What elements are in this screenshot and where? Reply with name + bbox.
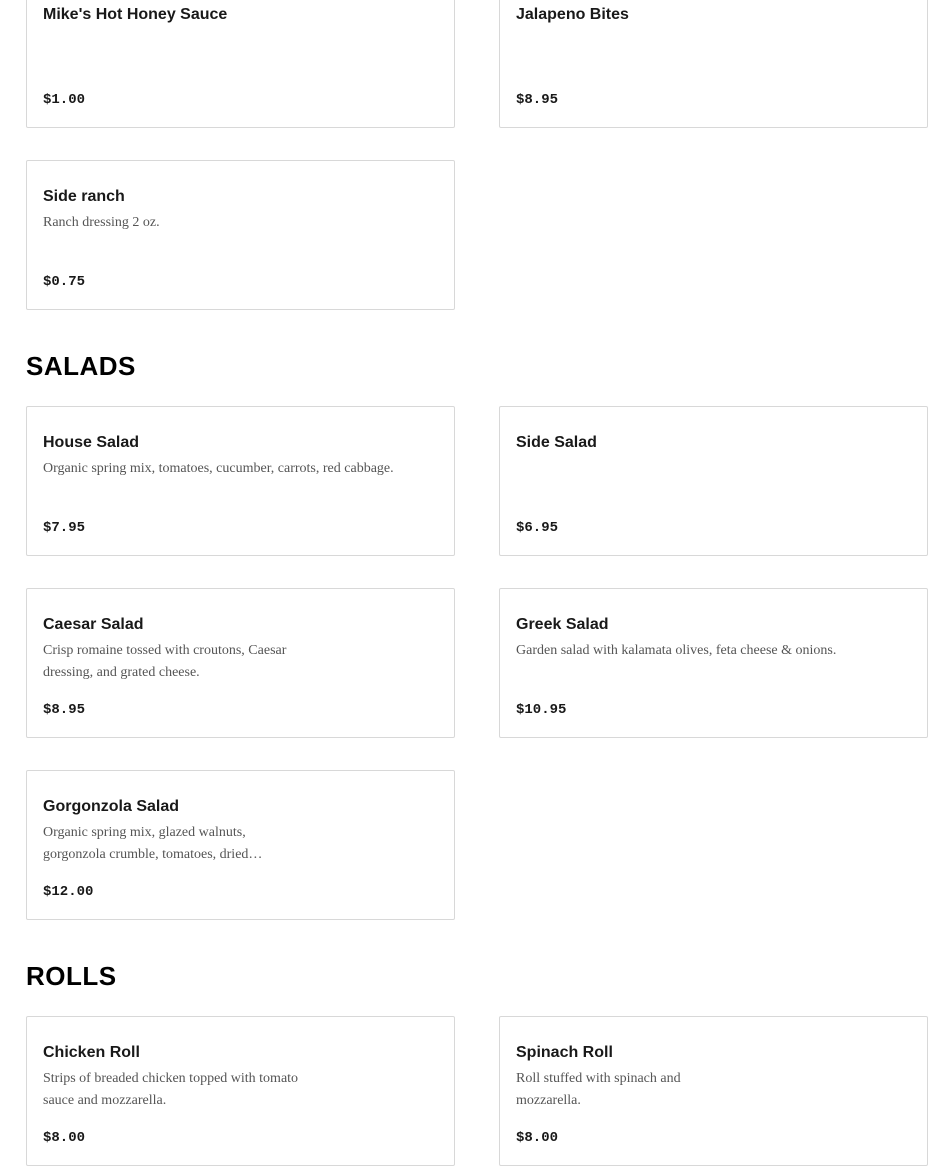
item-description: Organic spring mix, tomatoes, cucumber, carrots, red cabbage. bbox=[43, 461, 394, 476]
item-price: $8.00 bbox=[516, 1130, 559, 1146]
section-title-rolls: ROLLS bbox=[26, 961, 117, 991]
menu-item-card[interactable] bbox=[26, 588, 455, 738]
item-description: Ranch dressing 2 oz. bbox=[43, 215, 160, 230]
item-price: $10.95 bbox=[516, 702, 567, 718]
item-description: Garden salad with kalamata olives, feta cheese & onions. bbox=[516, 643, 837, 658]
menu-item-card[interactable] bbox=[499, 406, 928, 556]
item-name: Mike's Hot Honey Sauce bbox=[43, 6, 228, 23]
item-price: $1.00 bbox=[43, 92, 86, 108]
item-price: $6.95 bbox=[516, 520, 559, 536]
item-price: $7.95 bbox=[43, 520, 86, 536]
item-name: House Salad bbox=[43, 434, 140, 451]
item-name: Side ranch bbox=[43, 188, 125, 205]
item-description: Crisp romaine tossed with croutons, Caesar dressing, and grated cheese. bbox=[43, 643, 287, 680]
item-price: $8.00 bbox=[43, 1130, 86, 1146]
item-description: Strips of breaded chicken topped with tomato sauce and mozzarella. bbox=[43, 1071, 299, 1108]
menu-item-card[interactable] bbox=[499, 588, 928, 738]
item-price: $8.95 bbox=[516, 92, 559, 108]
item-name: Greek Salad bbox=[516, 616, 609, 633]
item-name: Jalapeno Bites bbox=[516, 6, 629, 23]
menu-item-card[interactable] bbox=[26, 1016, 455, 1166]
item-price: $8.95 bbox=[43, 702, 86, 718]
item-name: Chicken Roll bbox=[43, 1044, 140, 1061]
item-name: Caesar Salad bbox=[43, 616, 144, 633]
item-name: Side Salad bbox=[516, 434, 597, 451]
item-name: Gorgonzola Salad bbox=[43, 798, 180, 815]
item-price: $0.75 bbox=[43, 274, 86, 290]
item-description: Roll stuffed with spinach and mozzarella. bbox=[516, 1071, 681, 1108]
menu-item-card[interactable] bbox=[26, 0, 455, 128]
menu-item-card[interactable] bbox=[26, 160, 455, 310]
item-description: Organic spring mix, glazed walnuts, gorgonzola crumble, tomatoes, dried… bbox=[43, 825, 263, 862]
menu-item-card[interactable] bbox=[499, 1016, 928, 1166]
menu-item-card[interactable] bbox=[499, 0, 928, 128]
item-name: Spinach Roll bbox=[516, 1044, 613, 1061]
item-price: $12.00 bbox=[43, 884, 94, 900]
menu-item-card[interactable] bbox=[26, 770, 455, 920]
section-title-salads: SALADS bbox=[26, 351, 136, 381]
menu-item-card[interactable] bbox=[26, 406, 455, 556]
